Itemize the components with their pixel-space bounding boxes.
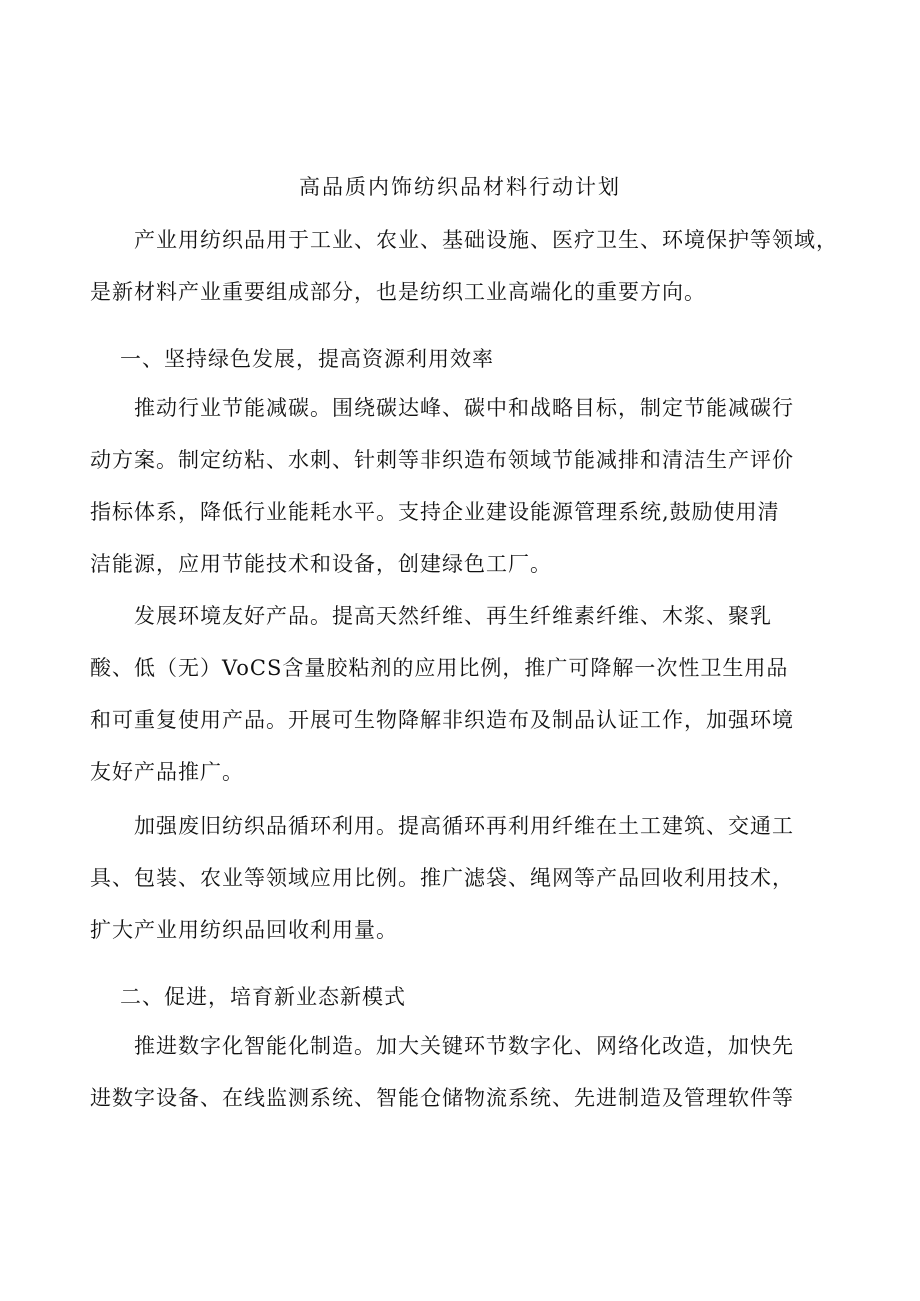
document-title: 高品质内饰纺织品材料行动计划 [299,175,621,199]
section2-heading: 二、促进，培育新业态新模式 [120,985,406,1009]
s1p2-line-4: 友好产品推广。 [90,760,244,784]
s1p1-line-2: 动方案。制定纺粘、水刺、针刺等非织造布领域节能减排和清洁生产评价 [90,448,794,472]
s1p2-line-2: 酸、低（无）VoCS含量胶粘剂的应用比例，推广可降解一次性卫生用品 [90,656,789,680]
section2-paragraph-1 [90,1020,830,1124]
section1-paragraph-2 [90,590,830,798]
intro-paragraph [90,214,838,318]
s2p1-line-1: 推进数字化智能化制造。加大关键环节数字化、网络化改造，加快先 [134,1034,794,1058]
s1p3-line-1: 加强废旧纺织品循环利用。提高循环再利用纤维在土工建筑、交通工 [134,814,794,838]
s1p1-line-3: 指标体系，降低行业能耗水平。支持企业建设能源管理系统,鼓励使用清 [90,500,780,524]
s1p1-line-4: 洁能源，应用节能技术和设备，创建绿色工厂。 [90,552,552,576]
s1p3-line-3: 扩大产业用纺织品回收利用量。 [90,918,398,942]
s1p2-line-3: 和可重复使用产品。开展可生物降解非织造布及制品认证工作，加强环境 [90,708,794,732]
s1p3-line-2: 具、包装、农业等领域应用比例。推广滤袋、绳网等产品回收利用技术， [90,866,794,890]
section1-paragraph-1 [90,382,830,590]
intro-line-2: 是新材料产业重要组成部分，也是纺织工业高端化的重要方向。 [90,280,706,304]
s1p2-line-1: 发展环境友好产品。提高天然纤维、再生纤维素纤维、木浆、聚乳 [134,604,772,628]
s2p1-line-2: 进数字设备、在线监测系统、智能仓储物流系统、先进制造及管理软件等 [90,1086,794,1110]
intro-line-1: 产业用纺织品用于工业、农业、基础设施、医疗卫生、环境保护等领域， [134,228,838,252]
section1-heading: 一、坚持绿色发展，提高资源利用效率 [120,347,494,371]
s1p1-line-1: 推动行业节能减碳。围绕碳达峰、碳中和战略目标，制定节能减碳行 [134,396,794,420]
section1-paragraph-3 [90,800,830,956]
